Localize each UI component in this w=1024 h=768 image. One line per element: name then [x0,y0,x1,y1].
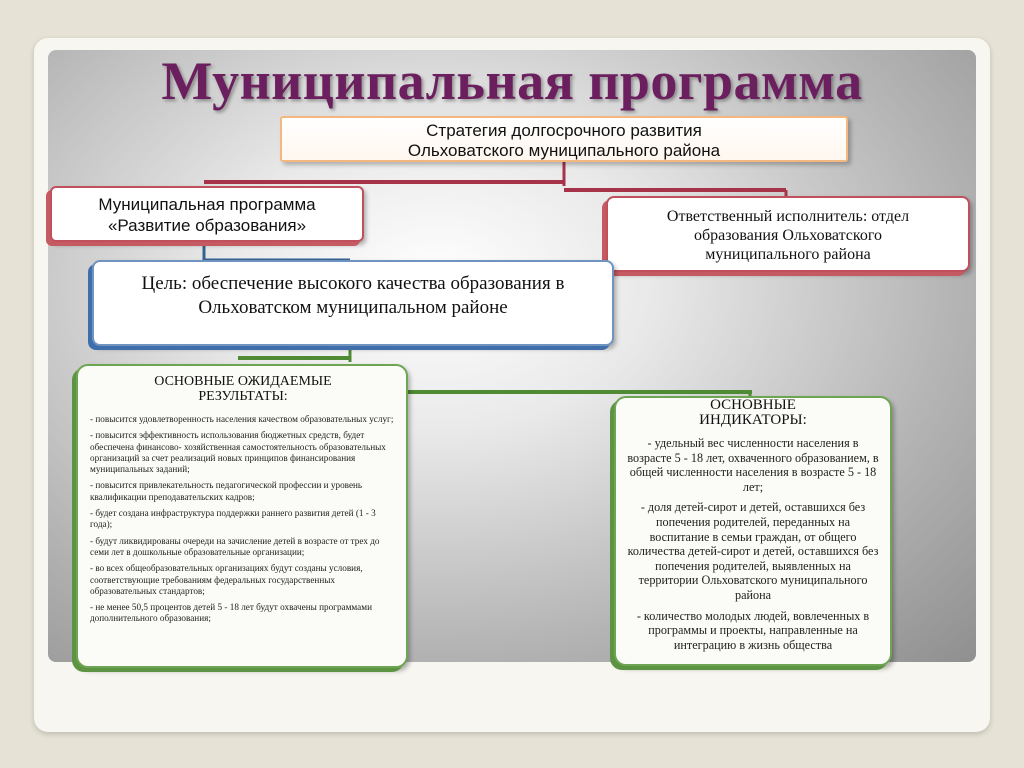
indicators-box [614,396,892,666]
program-box [50,186,364,242]
responsible-line-1: Ответственный исполнитель: отдел [666,208,910,225]
slide-title: Муниципальная программа [161,51,863,111]
indicators-item: - доля детей-сирот и детей, оставшихся без попечения родителей, переданных на воспитание в семьи граждан, от общего количества детей-сирот и детей, оставшихся без попечения родителей, выявленных на территории Ольховатского муниципального района [627,500,879,602]
results-item: - во всех общеобразовательных организациях будут созданы условия, соответствующие требованиям федеральных государственных образовательных стандартов; [90,563,363,596]
results-item: - не менее 50,5 процентов детей 5 - 18 лет будут охвачены программами дополнительного образования; [90,602,372,624]
strategy-line-1: Стратегия долгосрочного развития [426,121,702,140]
program-line-2: «Развитие образования» [107,216,307,235]
indicators-title-line-2: ИНДИКАТОРЫ: [699,412,807,428]
results-box [76,364,408,668]
goal-box [92,260,614,346]
indicators-item: - количество молодых людей, вовлеченных в программы и проекты, направленные на интеграцию в жизнь общества [636,608,870,652]
results-item: - будут ликвидированы очереди на зачисление детей в возрасте от трех до семи лет в дошкольные образовательные организации; [90,535,380,557]
goal-text: Цель: обеспечение высокого качества образования в Ольховатском муниципальном районе [141,273,565,318]
strategy-box [280,116,848,162]
indicators-item: - удельный вес численности населения в возрасте 5 - 18 лет, охваченного образованием, в общей численности населения в возрасте 5 - 18 лет; [627,436,879,494]
program-line-1: Муниципальная программа [98,195,316,214]
responsible-line-2: образования Ольховатского [693,227,883,244]
responsible-line-3: муниципального района [705,246,871,263]
results-item: - повысится эффективность использования бюджетных средств, будет обеспечена финансово- хозяйственная самостоятельность образовательных организаций за счет реализаций новых принципов финансирования муниципальных заданий; [90,430,386,475]
results-title: ОСНОВНЫЕ ОЖИДАЕМЫЕ РЕЗУЛЬТАТЫ: [154,374,332,404]
responsible-box [606,196,970,272]
indicators-title-line-1: ОСНОВНЫЕ [710,397,796,413]
strategy-line-2: Ольховатского муниципального района [407,141,721,160]
indicators-title [626,398,880,428]
results-item: - будет создана инфраструктура поддержки раннего развития детей (1 - 3 года); [90,508,376,530]
results-item: - повысится удовлетворенность населения качеством образовательных услуг; [90,414,394,424]
results-item: - повысится привлекательность педагогической профессии и уровень квалификации преподавательских кадров; [90,480,363,502]
